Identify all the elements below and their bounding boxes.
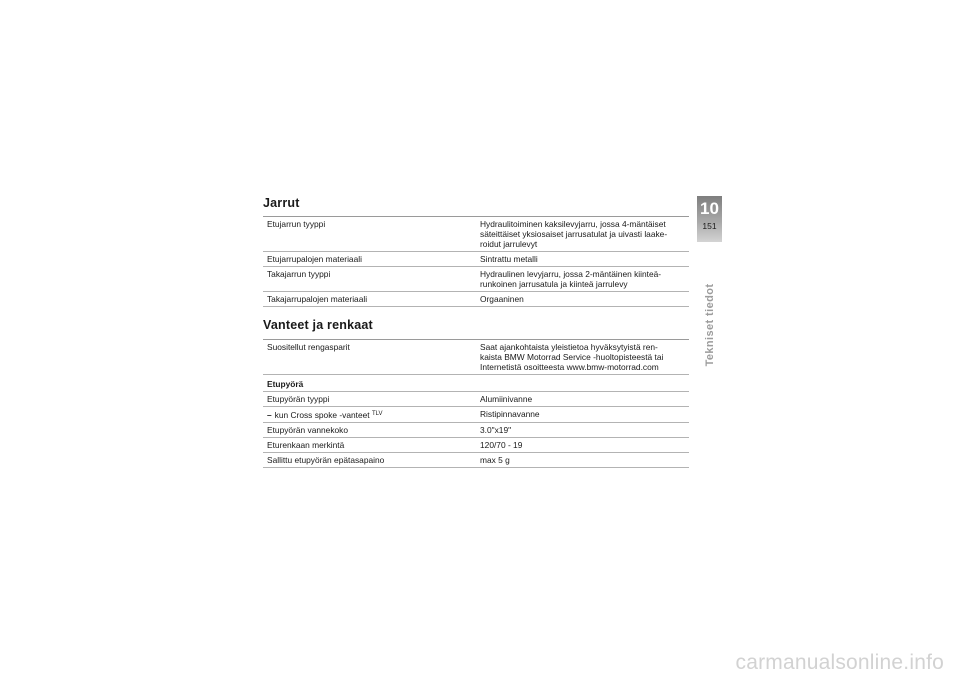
option-label: kun Cross spoke -vanteet <box>274 410 370 420</box>
row-label: Takajarrun tyyppi <box>263 267 476 292</box>
value-line: kaista BMW Motorrad Service -huoltopisteestä tai <box>480 352 664 362</box>
row-value: 120/70 - 19 <box>476 438 689 453</box>
value-line: Hydraulinen levyjarru, jossa 2-mäntäinen kiinteä- <box>480 269 662 279</box>
group-heading: Etupyörä <box>263 375 689 392</box>
row-value <box>476 292 689 307</box>
brakes-heading: Jarrut <box>263 196 689 217</box>
row-label: Etujarrun tyyppi <box>263 217 476 252</box>
table-row <box>263 453 689 468</box>
wheels-heading: Vanteet ja renkaat <box>263 318 689 340</box>
table-row <box>263 340 689 375</box>
value-line: Orgaaninen <box>480 294 524 304</box>
chapter-title: Tekniset tiedot <box>704 283 716 367</box>
table-row <box>263 252 689 267</box>
wheels-table <box>263 340 689 468</box>
row-value <box>476 267 689 292</box>
table-row <box>263 392 689 407</box>
optional-equipment-marker: TLV <box>371 411 383 417</box>
row-label: Eturenkaan merkintä <box>263 438 476 453</box>
row-value <box>476 217 689 252</box>
row-value <box>476 252 689 267</box>
value-line: runkoinen jarrusatula ja kiinteä jarrulevy <box>480 279 628 289</box>
page-number: 151 <box>702 221 717 231</box>
value-line: Saat ajankohtaista yleistietoa hyväksytyistä ren- <box>480 342 658 352</box>
value-line: roidut jarrulevyt <box>480 239 538 249</box>
dash-icon: – <box>267 410 272 420</box>
row-label-option <box>263 407 476 423</box>
value-line: säteittäiset yksiosaiset jarrusatulat ja uivasti laake- <box>480 229 668 239</box>
row-label: Etupyörän vannekoko <box>263 423 476 438</box>
value-line: Internetistä osoitteesta www.bmw-motorrad.com <box>480 362 659 372</box>
table-row <box>263 292 689 307</box>
table-row <box>263 438 689 453</box>
table-row <box>263 423 689 438</box>
row-label: Suositellut rengasparit <box>263 340 476 375</box>
row-label: Etupyörän tyyppi <box>263 392 476 407</box>
table-group-row <box>263 375 689 392</box>
watermark: carmanualsonline.info <box>735 651 944 674</box>
spec-content <box>263 196 689 468</box>
value-line: Hydraulitoiminen kaksilevyjarru, jossa 4-mäntäiset <box>480 219 666 229</box>
row-label: Sallittu etupyörän epätasapaino <box>263 453 476 468</box>
table-row <box>263 407 689 423</box>
row-value: 3.0"x19" <box>476 423 689 438</box>
table-row <box>263 217 689 252</box>
chapter-number: 10 <box>700 199 719 218</box>
row-label: Takajarrupalojen materiaali <box>263 292 476 307</box>
row-value: Ristipinnavanne <box>476 407 689 423</box>
row-value <box>476 340 689 375</box>
row-label: Etujarrupalojen materiaali <box>263 252 476 267</box>
row-value: Alumiinivanne <box>476 392 689 407</box>
table-row <box>263 267 689 292</box>
row-value: max 5 g <box>476 453 689 468</box>
value-line: Sintrattu metalli <box>480 254 538 264</box>
chapter-tab <box>697 196 722 242</box>
chapter-sidebar <box>697 196 722 242</box>
brakes-table <box>263 217 689 307</box>
